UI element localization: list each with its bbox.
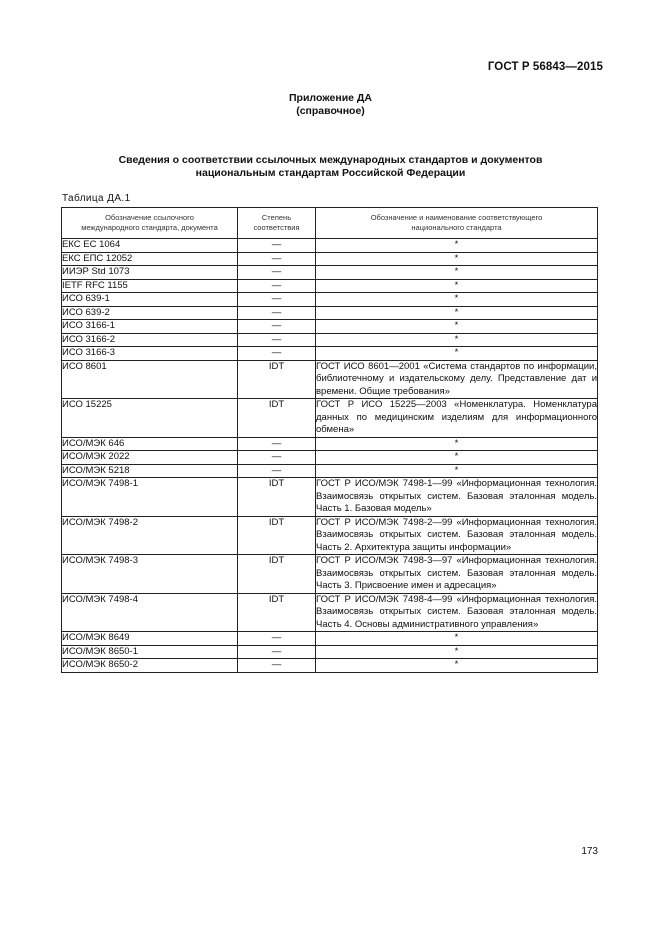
table-row: [62, 239, 598, 253]
national-standard-cell: *: [316, 645, 598, 659]
degree-cell: IDT: [238, 555, 316, 594]
column-header-reference: Обозначение ссылочного международного стандарта, документа: [62, 208, 238, 239]
table-row: [62, 266, 598, 280]
table-caption: Таблица ДА.1: [62, 193, 131, 204]
table-row: [62, 347, 598, 361]
reference-standard-cell: ИСО/МЭК 8650-2: [62, 659, 238, 673]
table-row: [62, 659, 598, 673]
degree-cell: —: [238, 306, 316, 320]
degree-cell: IDT: [238, 516, 316, 555]
national-standard-cell: *: [316, 320, 598, 334]
reference-standard-cell: ИСО/МЭК 7498-1: [62, 478, 238, 517]
national-standard-cell: *: [316, 451, 598, 465]
degree-cell: —: [238, 333, 316, 347]
degree-cell: —: [238, 464, 316, 478]
national-standard-cell: ГОСТ Р ИСО/МЭК 7498-1—99 «Информационная технология. Взаимосвязь открытых систем. Базовая эталонная модель. Часть 1. Базовая модель»: [316, 478, 597, 514]
national-standard-cell: ГОСТ Р ИСО/МЭК 7498-2—99 «Информационная технология. Взаимосвязь открытых систем. Базовая эталонная модель. Часть 2. Архитектура защиты информации»: [316, 516, 597, 553]
reference-standard-cell: ИСО/МЭК 5218: [62, 464, 238, 478]
section-heading: [60, 154, 601, 180]
table-body: [62, 239, 598, 673]
reference-standard-cell: ИСО 639-2: [62, 306, 238, 320]
reference-standard-cell: ЕКС ЕС 1064: [62, 239, 238, 253]
annex-subtitle: (справочное): [296, 105, 365, 117]
degree-cell: —: [238, 659, 316, 673]
table-row: [62, 464, 598, 478]
degree-cell: —: [238, 347, 316, 361]
annex-title: Приложение ДА: [289, 92, 372, 104]
table-header-row: [62, 208, 598, 239]
reference-standard-cell: ЕКС ЕПС 12052: [62, 252, 238, 266]
table-row: [62, 279, 598, 293]
column-header-degree: Степень соответствия: [238, 208, 316, 239]
table-row: [62, 333, 598, 347]
reference-standard-cell: ИСО 8601: [62, 360, 238, 399]
degree-cell: —: [238, 252, 316, 266]
table-row: [62, 252, 598, 266]
table-row: [62, 306, 598, 320]
table-row: [62, 593, 598, 632]
reference-standard-cell: IETF RFC 1155: [62, 279, 238, 293]
reference-standard-cell: ИСО 639-1: [62, 293, 238, 307]
national-standard-cell: *: [316, 333, 598, 347]
reference-standard-cell: ИСО 3166-1: [62, 320, 238, 334]
national-standard-cell: *: [316, 293, 598, 307]
table-row: [62, 645, 598, 659]
reference-standard-cell: ИСО/МЭК 7498-4: [62, 593, 238, 632]
table-row: [62, 360, 598, 399]
national-standard-cell: *: [316, 437, 598, 451]
degree-cell: —: [238, 239, 316, 253]
table-row: [62, 320, 598, 334]
reference-standard-cell: ИСО/МЭК 7498-2: [62, 516, 238, 555]
reference-standard-cell: ИСО 3166-2: [62, 333, 238, 347]
document-code: ГОСТ Р 56843—2015: [487, 61, 603, 73]
reference-standard-cell: ИСО/МЭК 8650-1: [62, 645, 238, 659]
national-standard-cell: ГОСТ Р ИСО/МЭК 7498-4—99 «Информационная технология. Взаимосвязь открытых систем. Базовая эталонная модель. Часть 4. Основы административного управления»: [316, 593, 597, 630]
degree-cell: IDT: [238, 399, 316, 438]
correspondence-table: [61, 207, 598, 673]
degree-cell: IDT: [238, 360, 316, 399]
national-standard-cell: *: [316, 266, 598, 280]
degree-cell: —: [238, 632, 316, 646]
table-row: [62, 478, 598, 517]
table-row: [62, 437, 598, 451]
national-standard-cell: *: [316, 239, 598, 253]
reference-standard-cell: ИСО/МЭК 2022: [62, 451, 238, 465]
degree-cell: —: [238, 320, 316, 334]
reference-standard-cell: ИСО 15225: [62, 399, 238, 438]
page-number: 173: [581, 846, 598, 857]
national-standard-cell: *: [316, 659, 598, 673]
national-standard-cell: *: [316, 464, 598, 478]
column-header-national: Обозначение и наименование соответствующего национального стандарта: [316, 208, 598, 239]
national-standard-cell: *: [316, 306, 598, 320]
degree-cell: IDT: [238, 593, 316, 632]
degree-cell: —: [238, 293, 316, 307]
degree-cell: —: [238, 645, 316, 659]
national-standard-cell: ГОСТ ИСО 8601—2001 «Система стандартов по информации, библиотечному и издательскому делу. Представление дат и времени. Общие требования»: [316, 360, 597, 397]
annex-block: [0, 92, 661, 118]
reference-standard-cell: ИСО/МЭК 7498-3: [62, 555, 238, 594]
national-standard-cell: *: [316, 252, 598, 266]
table-row: [62, 516, 598, 555]
reference-standard-cell: ИСО/МЭК 646: [62, 437, 238, 451]
table-row: [62, 555, 598, 594]
table-row: [62, 451, 598, 465]
table-row: [62, 293, 598, 307]
national-standard-cell: ГОСТ Р ИСО/МЭК 7498-3—97 «Информационная технология. Взаимосвязь открытых систем. Базовая эталонная модель. Часть 3. Присвоение имен и адресация»: [316, 555, 597, 591]
national-standard-cell: *: [316, 279, 598, 293]
degree-cell: —: [238, 451, 316, 465]
national-standard-cell: ГОСТ Р ИСО 15225—2003 «Номенклатура. Номенклатура данных по медицинским изделиям для информационного обмена»: [316, 399, 597, 435]
degree-cell: —: [238, 279, 316, 293]
section-heading-line2: национальным стандартам Российской Федерации: [195, 167, 466, 179]
degree-cell: —: [238, 266, 316, 280]
reference-standard-cell: ИСО/МЭК 8649: [62, 632, 238, 646]
national-standard-cell: *: [316, 632, 598, 646]
table-row: [62, 632, 598, 646]
section-heading-line1: Сведения о соответствии ссылочных международных стандартов и документов: [118, 154, 543, 166]
reference-standard-cell: ИИЭР Std 1073: [62, 266, 238, 280]
table-row: [62, 399, 598, 438]
reference-standard-cell: ИСО 3166-3: [62, 347, 238, 361]
degree-cell: IDT: [238, 478, 316, 517]
degree-cell: —: [238, 437, 316, 451]
national-standard-cell: *: [316, 347, 598, 361]
